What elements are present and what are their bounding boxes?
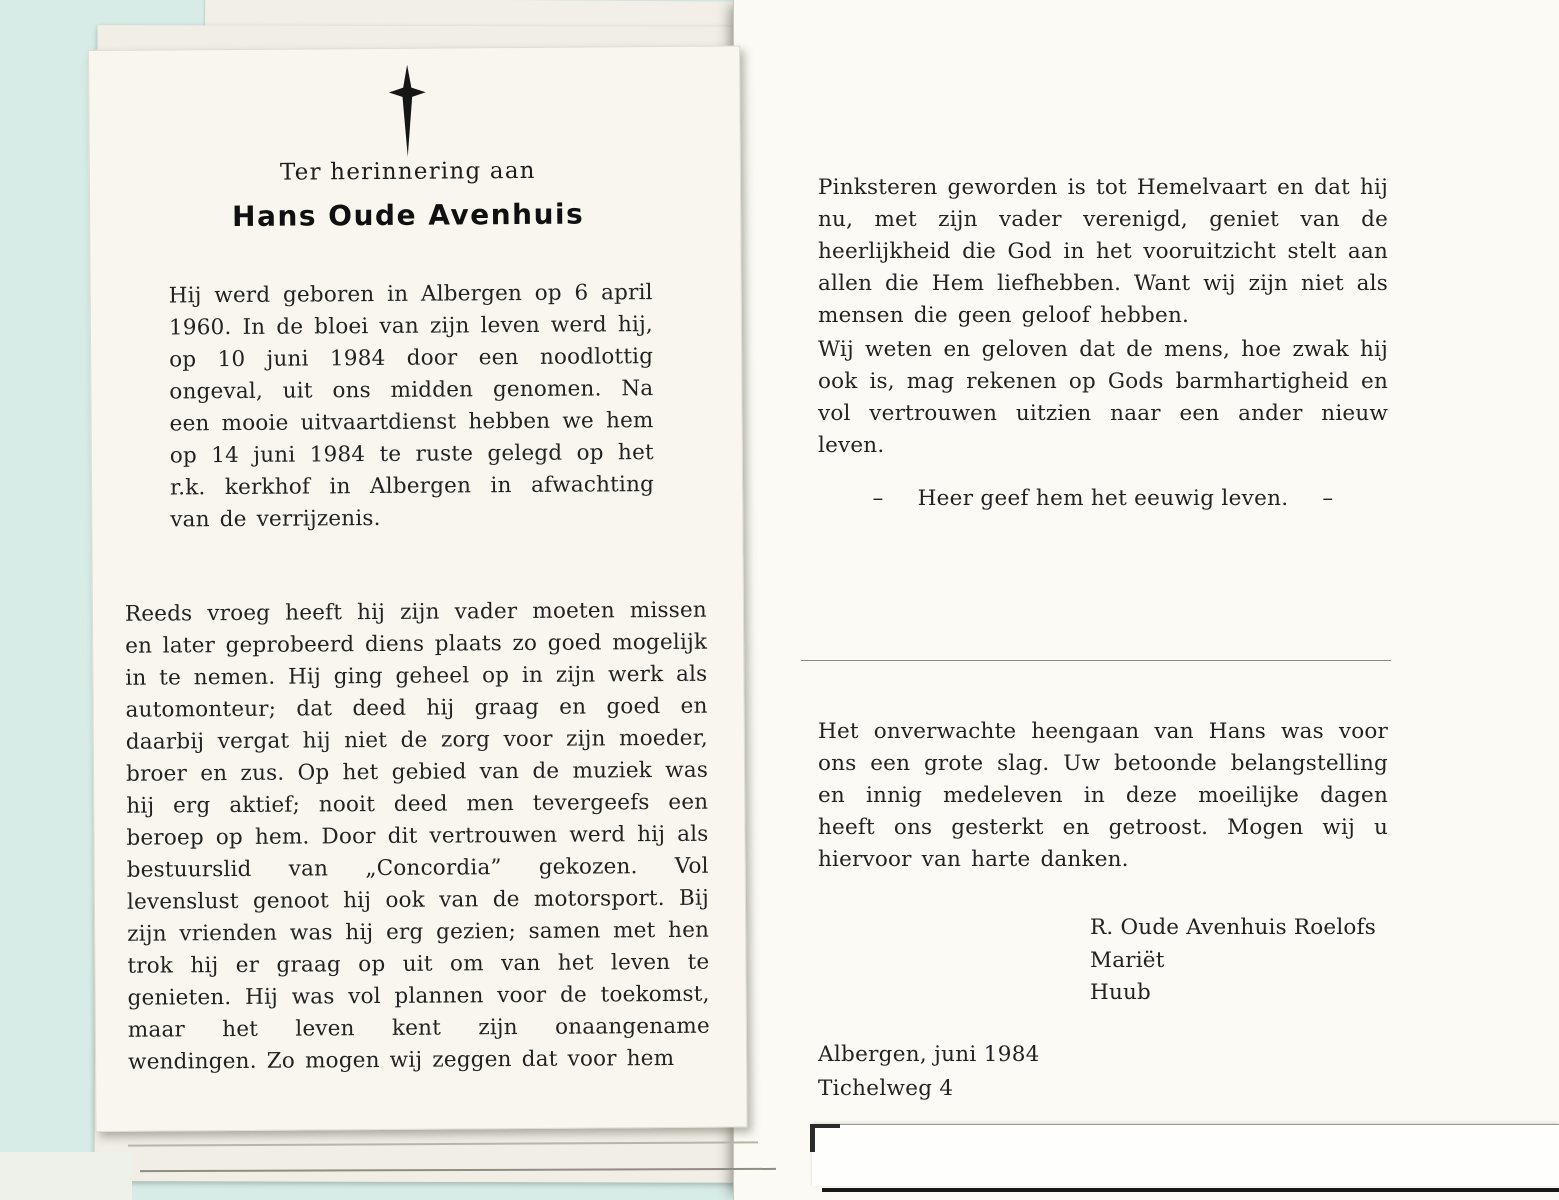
place-and-date: Albergen, juni 1984	[818, 1042, 1040, 1067]
horizontal-divider	[801, 660, 1391, 661]
signatory-3: Huub	[1090, 980, 1152, 1005]
scan-bottom-dark-line	[822, 1188, 1559, 1192]
prayer-dash-left: –	[872, 486, 884, 511]
scan-bottom-left-sheet	[0, 1152, 132, 1200]
right-paragraph-2: Wij weten en geloven dat de mens, hoe zwak hij ook is, mag rekenen op Gods barmhartigheid en vol vertrouwen uitzien naar een ander nieuw leven.	[818, 337, 1388, 458]
memorial-card-right-page	[733, 0, 1559, 1200]
right-paragraph-1: Pinksteren geworden is tot Hemelvaart en dat hij nu, met zijn vader verenigd, geniet van de heerlijkheid die God in het vooruitzicht stelt aan allen die Hem liefhebben. Want wij zijn niet als mensen die geen geloof hebben.	[818, 175, 1388, 328]
deceased-name: Hans Oude Avenhuis	[231, 197, 585, 233]
underlying-card-edge	[812, 1124, 1559, 1186]
left-paragraph-2: Reeds vroeg heeft hij zijn vader moeten missen en later geprobeerd diens plaats zo goed mogelijk in te nemen. Hij ging geheel op in zijn werk als automonteur; dat deed hij graag en goed en daarbij vergat hij niet de zorg voor zijn moeder, broer en zus. Op het gebied van de muziek was hij erg aktief; nooit deed men tevergeefs een beroep op hem. Door dit vertrouwen werd hij als bestuurslid van „Concordia” gekozen. Vol levenslust genoot hij ook van de motorsport. Bij zijn vrienden was hij erg gezien; samen met hen trok hij er graag op uit om van het leven te genieten. Hij was vol plannen voor de toekomst, maar het leven kent zijn onaangename wendingen. Zo mogen wij zeggen dat voor hem	[124, 597, 710, 1075]
prayer-line	[818, 486, 1388, 511]
prayer-dash-right: –	[1322, 486, 1334, 511]
intro-line: Ter herinnering aan	[279, 157, 536, 186]
cross-icon	[89, 63, 726, 159]
memorial-card-left-page	[88, 45, 748, 1132]
right-paragraph-3: Het onverwachte heengaan van Hans was voor ons een grote slag. Uw betoonde belangstelling en innig medeleven in deze moeilijke dagen heeft ons gesterkt en getroost. Mogen wij u hiervoor van harte danken.	[818, 719, 1388, 872]
signatory-2: Mariët	[1090, 947, 1165, 973]
address-line: Tichelweg 4	[818, 1076, 954, 1101]
prayer-text: Heer geef hem het eeuwig leven.	[917, 486, 1289, 511]
signatories-block	[1090, 912, 1376, 1010]
left-paragraph-1: Hij werd geboren in Albergen op 6 april 1960. In de bloei van zijn leven werd hij, op 10 juni 1984 door een noodlottig ongeval, uit ons midden genomen. Na een mooie uitvaartdienst hebben we hem op 14 juni 1984 te ruste gelegd op het r.k. kerkhof in Albergen in afwachting van de verrijzenis.	[168, 280, 655, 533]
scan-corner-mark-horizontal	[810, 1124, 840, 1128]
signatory-1: R. Oude Avenhuis Roelofs	[1090, 915, 1376, 940]
scan-corner-mark-vertical	[810, 1124, 815, 1152]
